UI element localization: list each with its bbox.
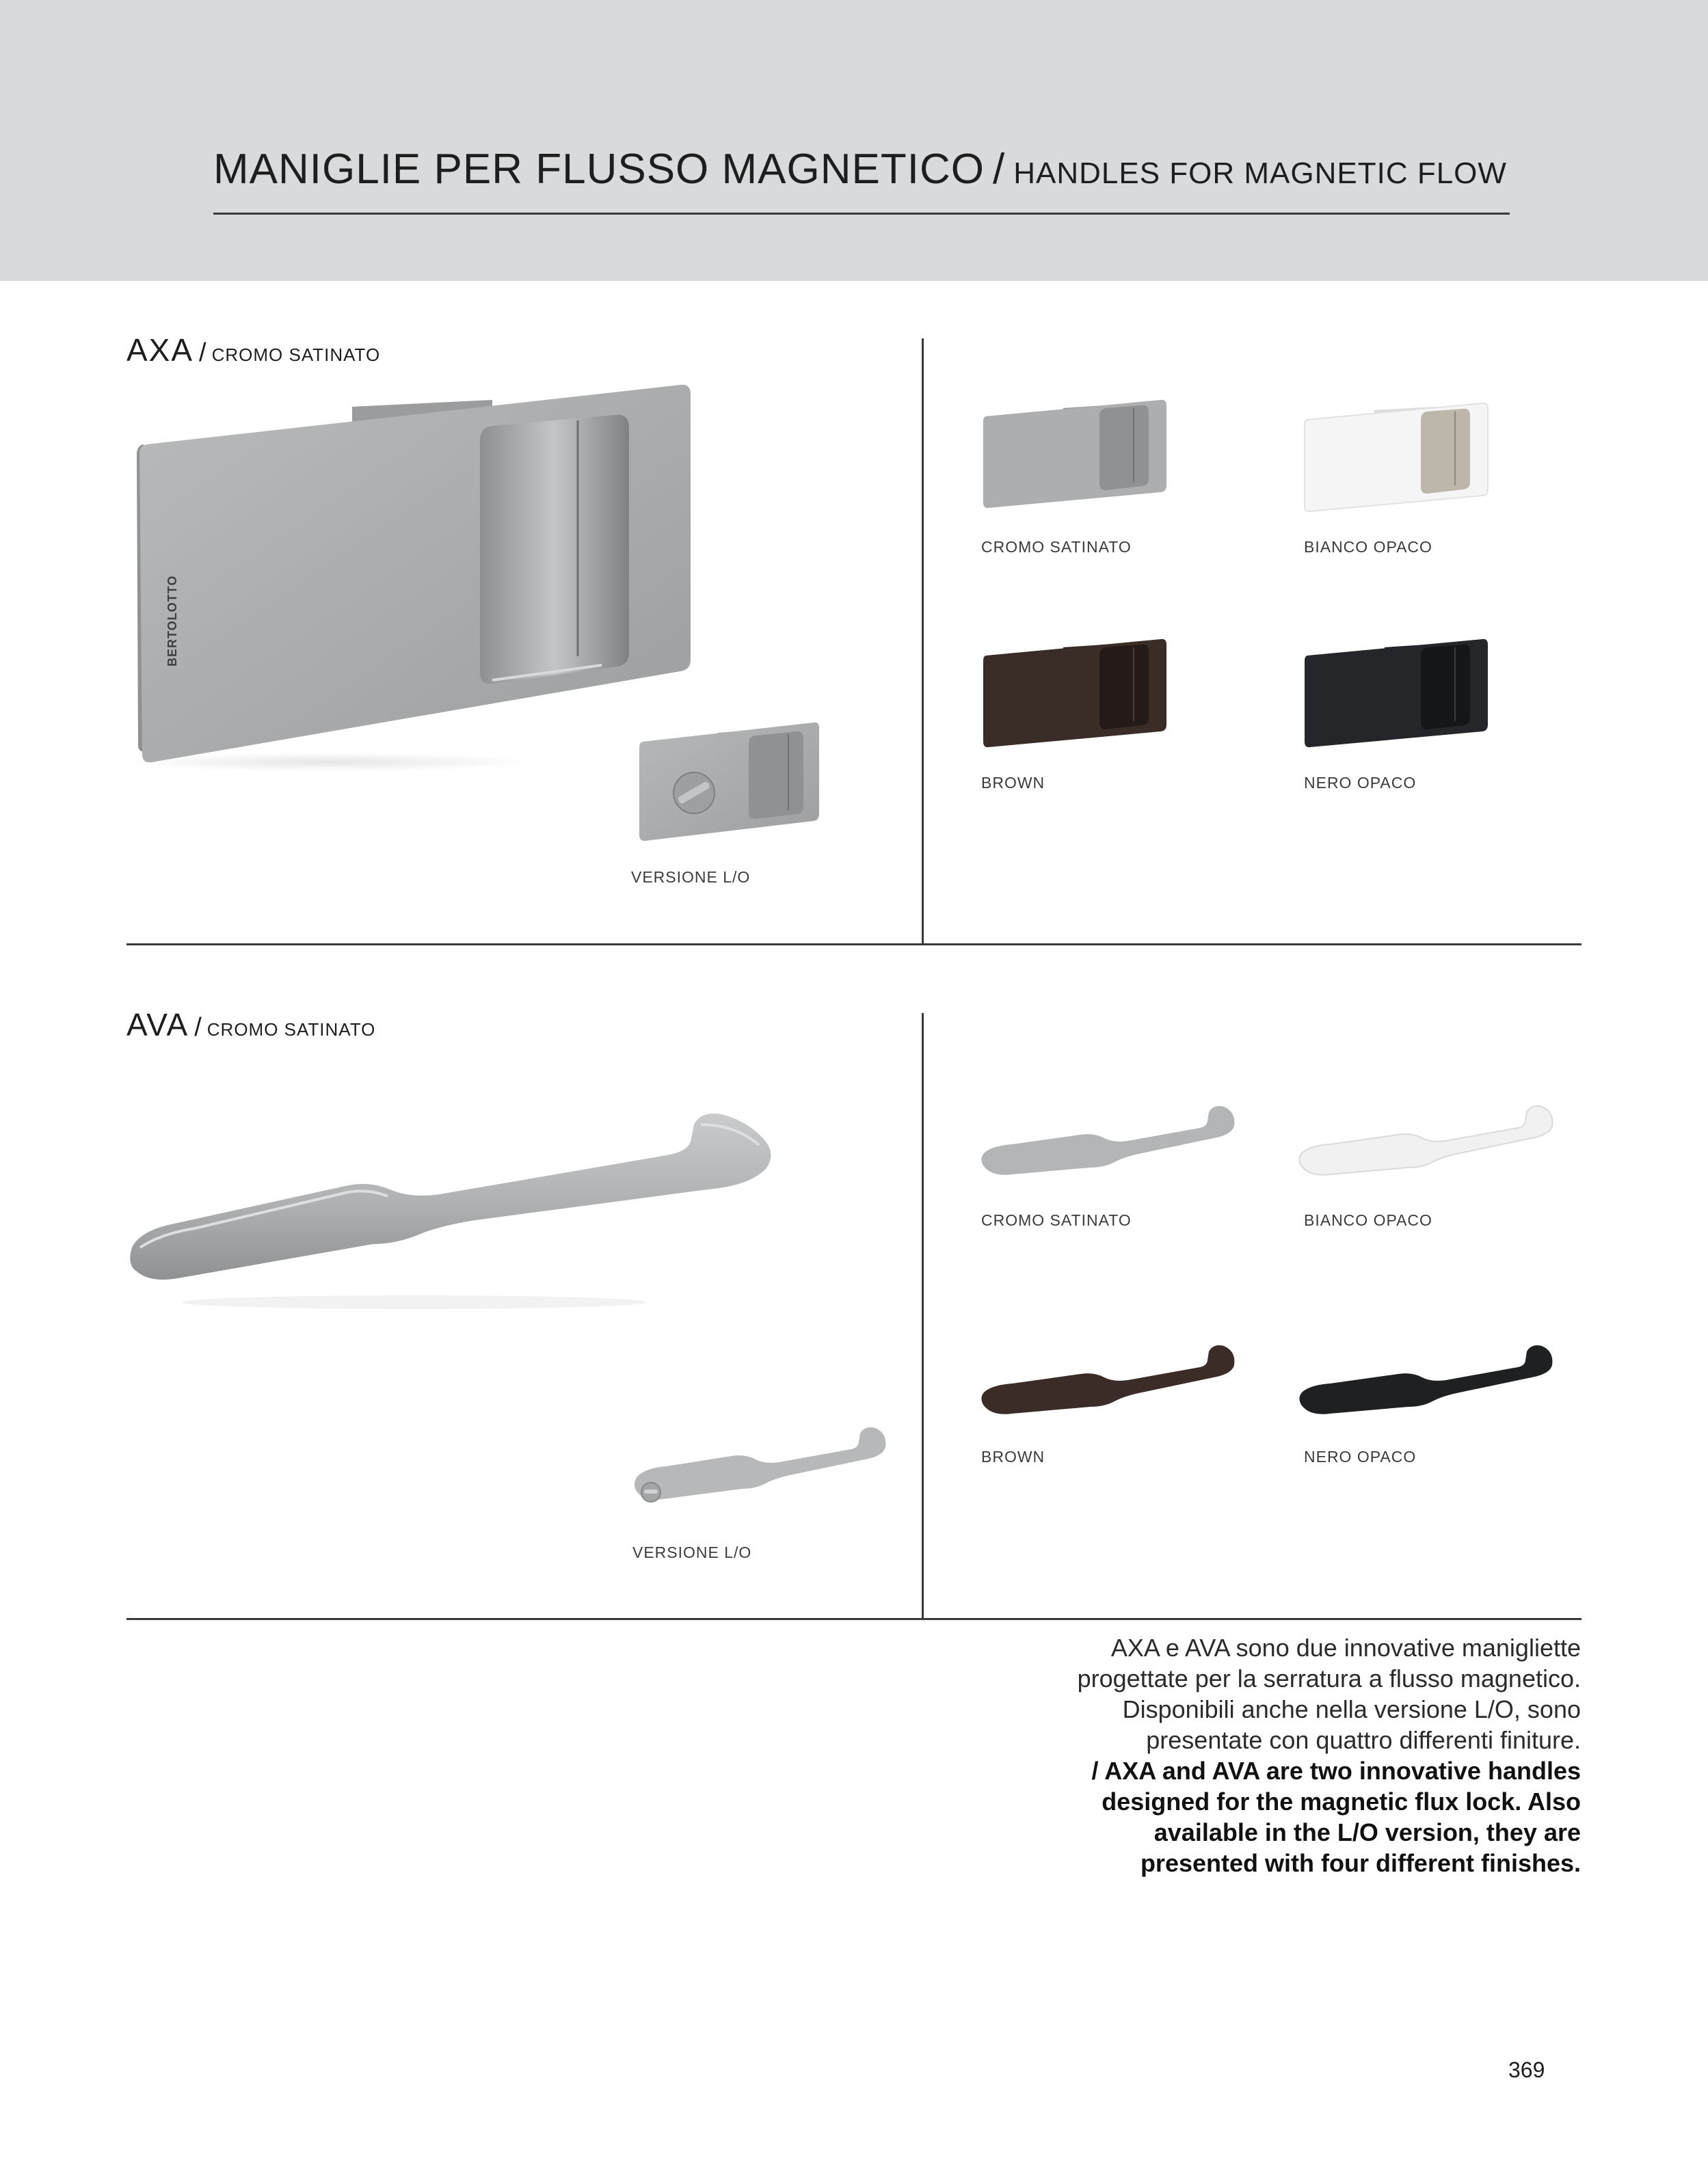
axa-lo-version-image — [629, 718, 827, 851]
ava-separator: / — [194, 1013, 202, 1042]
axa-main-image — [123, 379, 697, 772]
axa-finish: CROMO SATINATO — [211, 345, 381, 365]
description-block — [1061, 1632, 1581, 1878]
axa-variant-cromo-satinato-label: CROMO SATINATO — [981, 538, 1132, 556]
page-header — [0, 0, 1708, 281]
ava-section-title — [126, 1006, 375, 1043]
axa-variant-brown — [978, 632, 1169, 749]
axa-variant-brown-label: BROWN — [981, 774, 1045, 792]
axa-section-title — [126, 332, 380, 368]
axa-section-divider — [126, 943, 1582, 945]
axa-variant-nero-opaco-label: NERO OPACO — [1304, 774, 1417, 792]
axa-variant-cromo-satinato — [978, 393, 1169, 509]
title-separator: / — [992, 146, 1006, 193]
ava-name: AVA — [126, 1007, 189, 1042]
description-italian: AXA e AVA sono due innovative manigliette progettate per la serratura a flusso magnetico. Disponibili anche nella versione L/O, sono presentate con quattro differenti finiture. — [1077, 1634, 1581, 1754]
page-number: 369 — [1508, 2058, 1545, 2082]
header-divider — [213, 213, 1510, 215]
ava-variant-cromo-satinato-label: CROMO SATINATO — [981, 1211, 1132, 1229]
ava-variant-nero-opaco — [1296, 1340, 1556, 1422]
axa-vertical-divider — [922, 338, 924, 943]
axa-variant-bianco-opaco — [1299, 396, 1491, 513]
ava-main-image — [120, 1104, 803, 1316]
description-english: / AXA and AVA are two innovative handles designed for the magnetic flux lock. Also available in the L/O version, they are presented with four different finishes. — [1091, 1757, 1581, 1877]
axa-variant-bianco-opaco-label: BIANCO OPACO — [1304, 538, 1432, 556]
page-title-english: HANDLES FOR MAGNETIC FLOW — [1013, 157, 1507, 190]
axa-name: AXA — [126, 332, 194, 368]
axa-variant-nero-opaco — [1299, 632, 1491, 749]
ava-variant-bianco-opaco-label: BIANCO OPACO — [1304, 1211, 1432, 1229]
axa-brand-mark: BERTOLOTTO — [165, 575, 179, 666]
axa-separator: / — [199, 338, 206, 367]
page-title-italian: MANIGLIE PER FLUSSO MAGNETICO — [213, 146, 985, 193]
ava-section-divider — [126, 1618, 1582, 1620]
ava-lo-version-image — [629, 1418, 889, 1514]
ava-lo-caption: VERSIONE L/O — [632, 1543, 752, 1561]
axa-lo-caption: VERSIONE L/O — [631, 868, 751, 886]
ava-vertical-divider — [922, 1013, 924, 1618]
ava-variant-brown — [978, 1340, 1238, 1422]
ava-variant-bianco-opaco — [1296, 1101, 1556, 1183]
ava-variant-cromo-satinato — [978, 1101, 1238, 1183]
ava-finish: CROMO SATINATO — [206, 1019, 376, 1040]
ava-variant-brown-label: BROWN — [981, 1448, 1045, 1466]
ava-variant-nero-opaco-label: NERO OPACO — [1304, 1448, 1417, 1466]
page-title — [213, 145, 1507, 193]
